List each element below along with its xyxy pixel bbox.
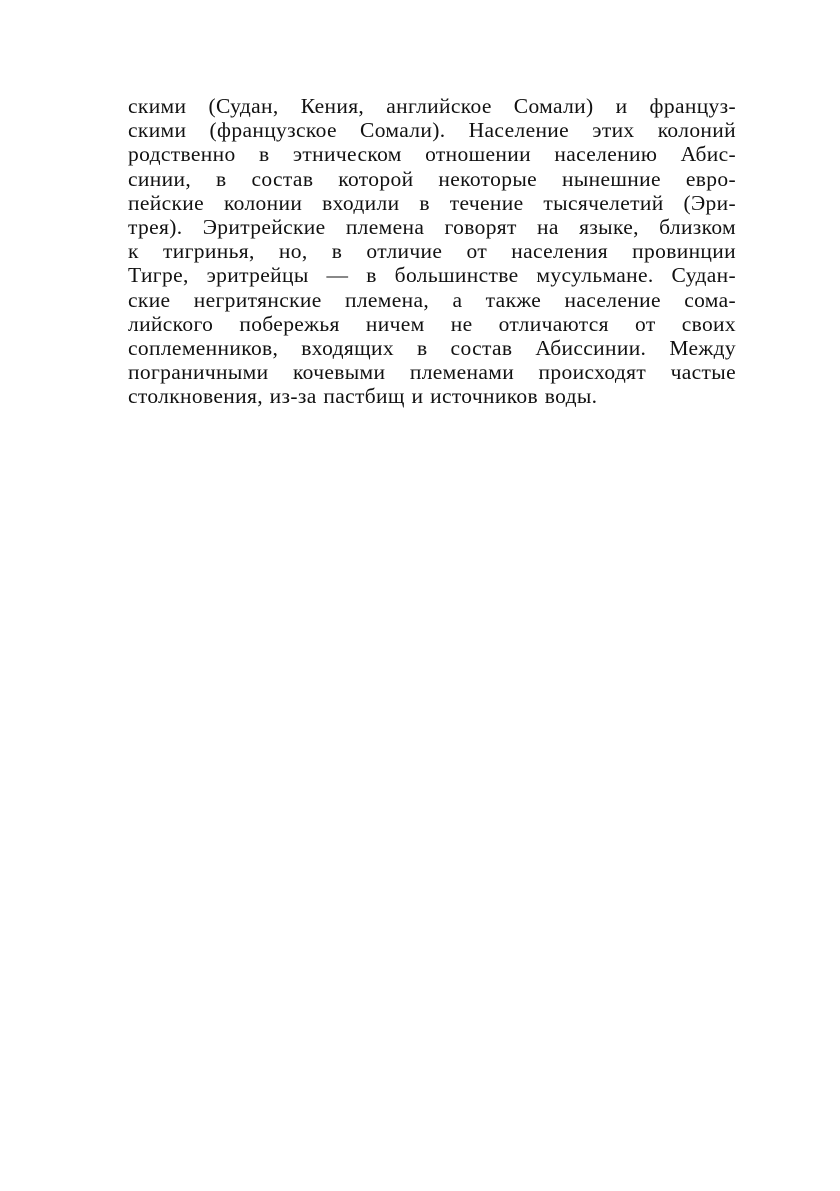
text-line: Тигре, эритрейцы — в большинстве мусульмане. Судан-	[128, 263, 736, 288]
text-line: родственно в этническом отношении населению Абис-	[128, 142, 736, 167]
text-line: лийского побережья ничем не отличаются от своих	[128, 311, 736, 336]
text-line: пограничными кочевыми племенами происходят частые	[128, 360, 736, 385]
text-line: скими (французское Сомали). Население этих колоний	[128, 118, 736, 143]
body-text	[128, 94, 736, 409]
text-line: трея). Эритрейские племена говорят на языке, близком	[128, 215, 736, 240]
text-line: синии, в состав которой некоторые нынешние евро-	[128, 166, 736, 191]
text-line: соплеменников, входящих в состав Абиссинии. Между	[128, 336, 736, 361]
text-line: пейские колонии входили в течение тысячелетий (Эри-	[128, 190, 736, 215]
text-line: скими (Судан, Кения, английское Сомали) и француз-	[128, 94, 736, 118]
text-line: к тигринья, но, в отличие от населения провинции	[128, 239, 736, 264]
text-line-last: столкновения, из-за пастбищ и источников воды.	[128, 384, 598, 409]
text-line: ские негритянские племена, а также население сома-	[128, 287, 736, 312]
